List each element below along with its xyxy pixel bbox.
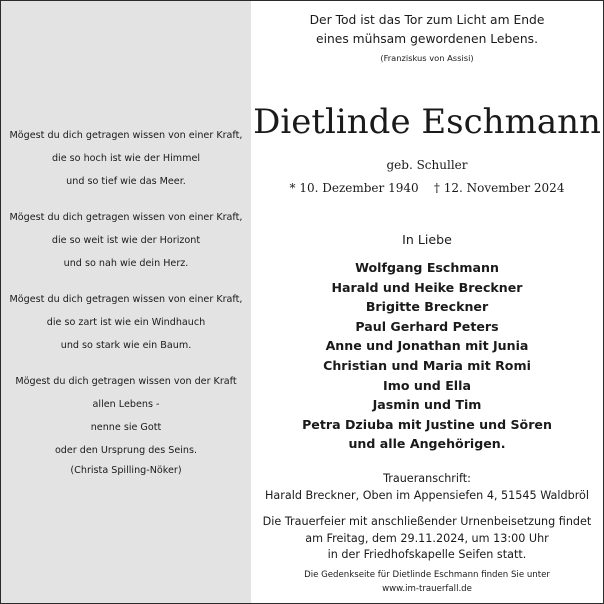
poem-line: und so tief wie das Meer. bbox=[66, 176, 186, 187]
mourner: Brigitte Breckner bbox=[365, 299, 489, 315]
poem-line: Mögest du dich getragen wissen von einer Kraft, bbox=[9, 212, 243, 223]
poem-line: Mögest du dich getragen wissen von einer Kraft, bbox=[9, 130, 243, 141]
epigraph-line: eines mühsam gewordenen Lebens. bbox=[316, 32, 538, 46]
epigraph-line: Der Tod ist das Tor zum Licht am Ende bbox=[309, 13, 545, 27]
mourner: Petra Dziuba mit Justine und Sören bbox=[302, 416, 552, 432]
mourner: Wolfgang Eschmann bbox=[355, 260, 499, 275]
mourner: Anne und Jonathan mit Junia bbox=[325, 338, 529, 354]
poem-line: oder den Ursprung des Seins. bbox=[54, 445, 198, 456]
poem-line: und so nah wie dein Herz. bbox=[63, 258, 189, 269]
poem-line: die so zart ist wie ein Windhauch bbox=[46, 317, 206, 328]
poem-line: Mögest du dich getragen wissen von der Kraft bbox=[15, 376, 237, 387]
mourner: Paul Gerhard Peters bbox=[355, 318, 499, 334]
service-line: in der Friedhofskapelle Seifen statt. bbox=[327, 548, 527, 561]
service-line: Die Trauerfeier mit anschließender Urnenbeisetzung findet bbox=[262, 515, 592, 528]
maiden-name: geb. Schuller bbox=[386, 158, 468, 172]
epigraph-source: (Franziskus von Assisi) bbox=[380, 53, 474, 63]
poem-line: die so weit ist wie der Horizont bbox=[51, 235, 201, 246]
poem-line: und so stark wie ein Baum. bbox=[60, 340, 192, 351]
footer-line: Die Gedenkseite für Dietlinde Eschmann finden Sie unter bbox=[304, 570, 550, 580]
poem-line: die so hoch ist wie der Himmel bbox=[51, 153, 201, 164]
mourner: Imo und Ella bbox=[383, 377, 471, 393]
deceased-name: Dietlinde Eschmann bbox=[253, 102, 601, 142]
poem-line: nenne sie Gott bbox=[90, 422, 162, 433]
footer-link[interactable]: www.im-trauerfall.de bbox=[382, 584, 472, 594]
poem-line: Mögest du dich getragen wissen von einer Kraft, bbox=[9, 294, 243, 305]
mourners-intro: In Liebe bbox=[402, 232, 452, 247]
mourner: Christian und Maria mit Romi bbox=[323, 357, 531, 373]
service-line: am Freitag, dem 29.11.2024, um 13:00 Uhr bbox=[305, 532, 549, 545]
mourner: Harald und Heike Breckner bbox=[331, 279, 523, 295]
address-line: Harald Breckner, Oben im Appensiefen 4, 51545 Waldbröl bbox=[264, 489, 590, 502]
mourner: und alle Angehörigen. bbox=[348, 436, 506, 452]
mourners-list bbox=[252, 258, 602, 454]
mourner: Jasmin und Tim bbox=[372, 397, 482, 413]
poem-author: (Christa Spilling-Nöker) bbox=[70, 465, 182, 476]
poem-line: allen Lebens - bbox=[92, 399, 160, 410]
life-dates: * 10. Dezember 1940 † 12. November 2024 bbox=[289, 181, 565, 195]
address-label: Traueranschrift: bbox=[383, 472, 471, 485]
